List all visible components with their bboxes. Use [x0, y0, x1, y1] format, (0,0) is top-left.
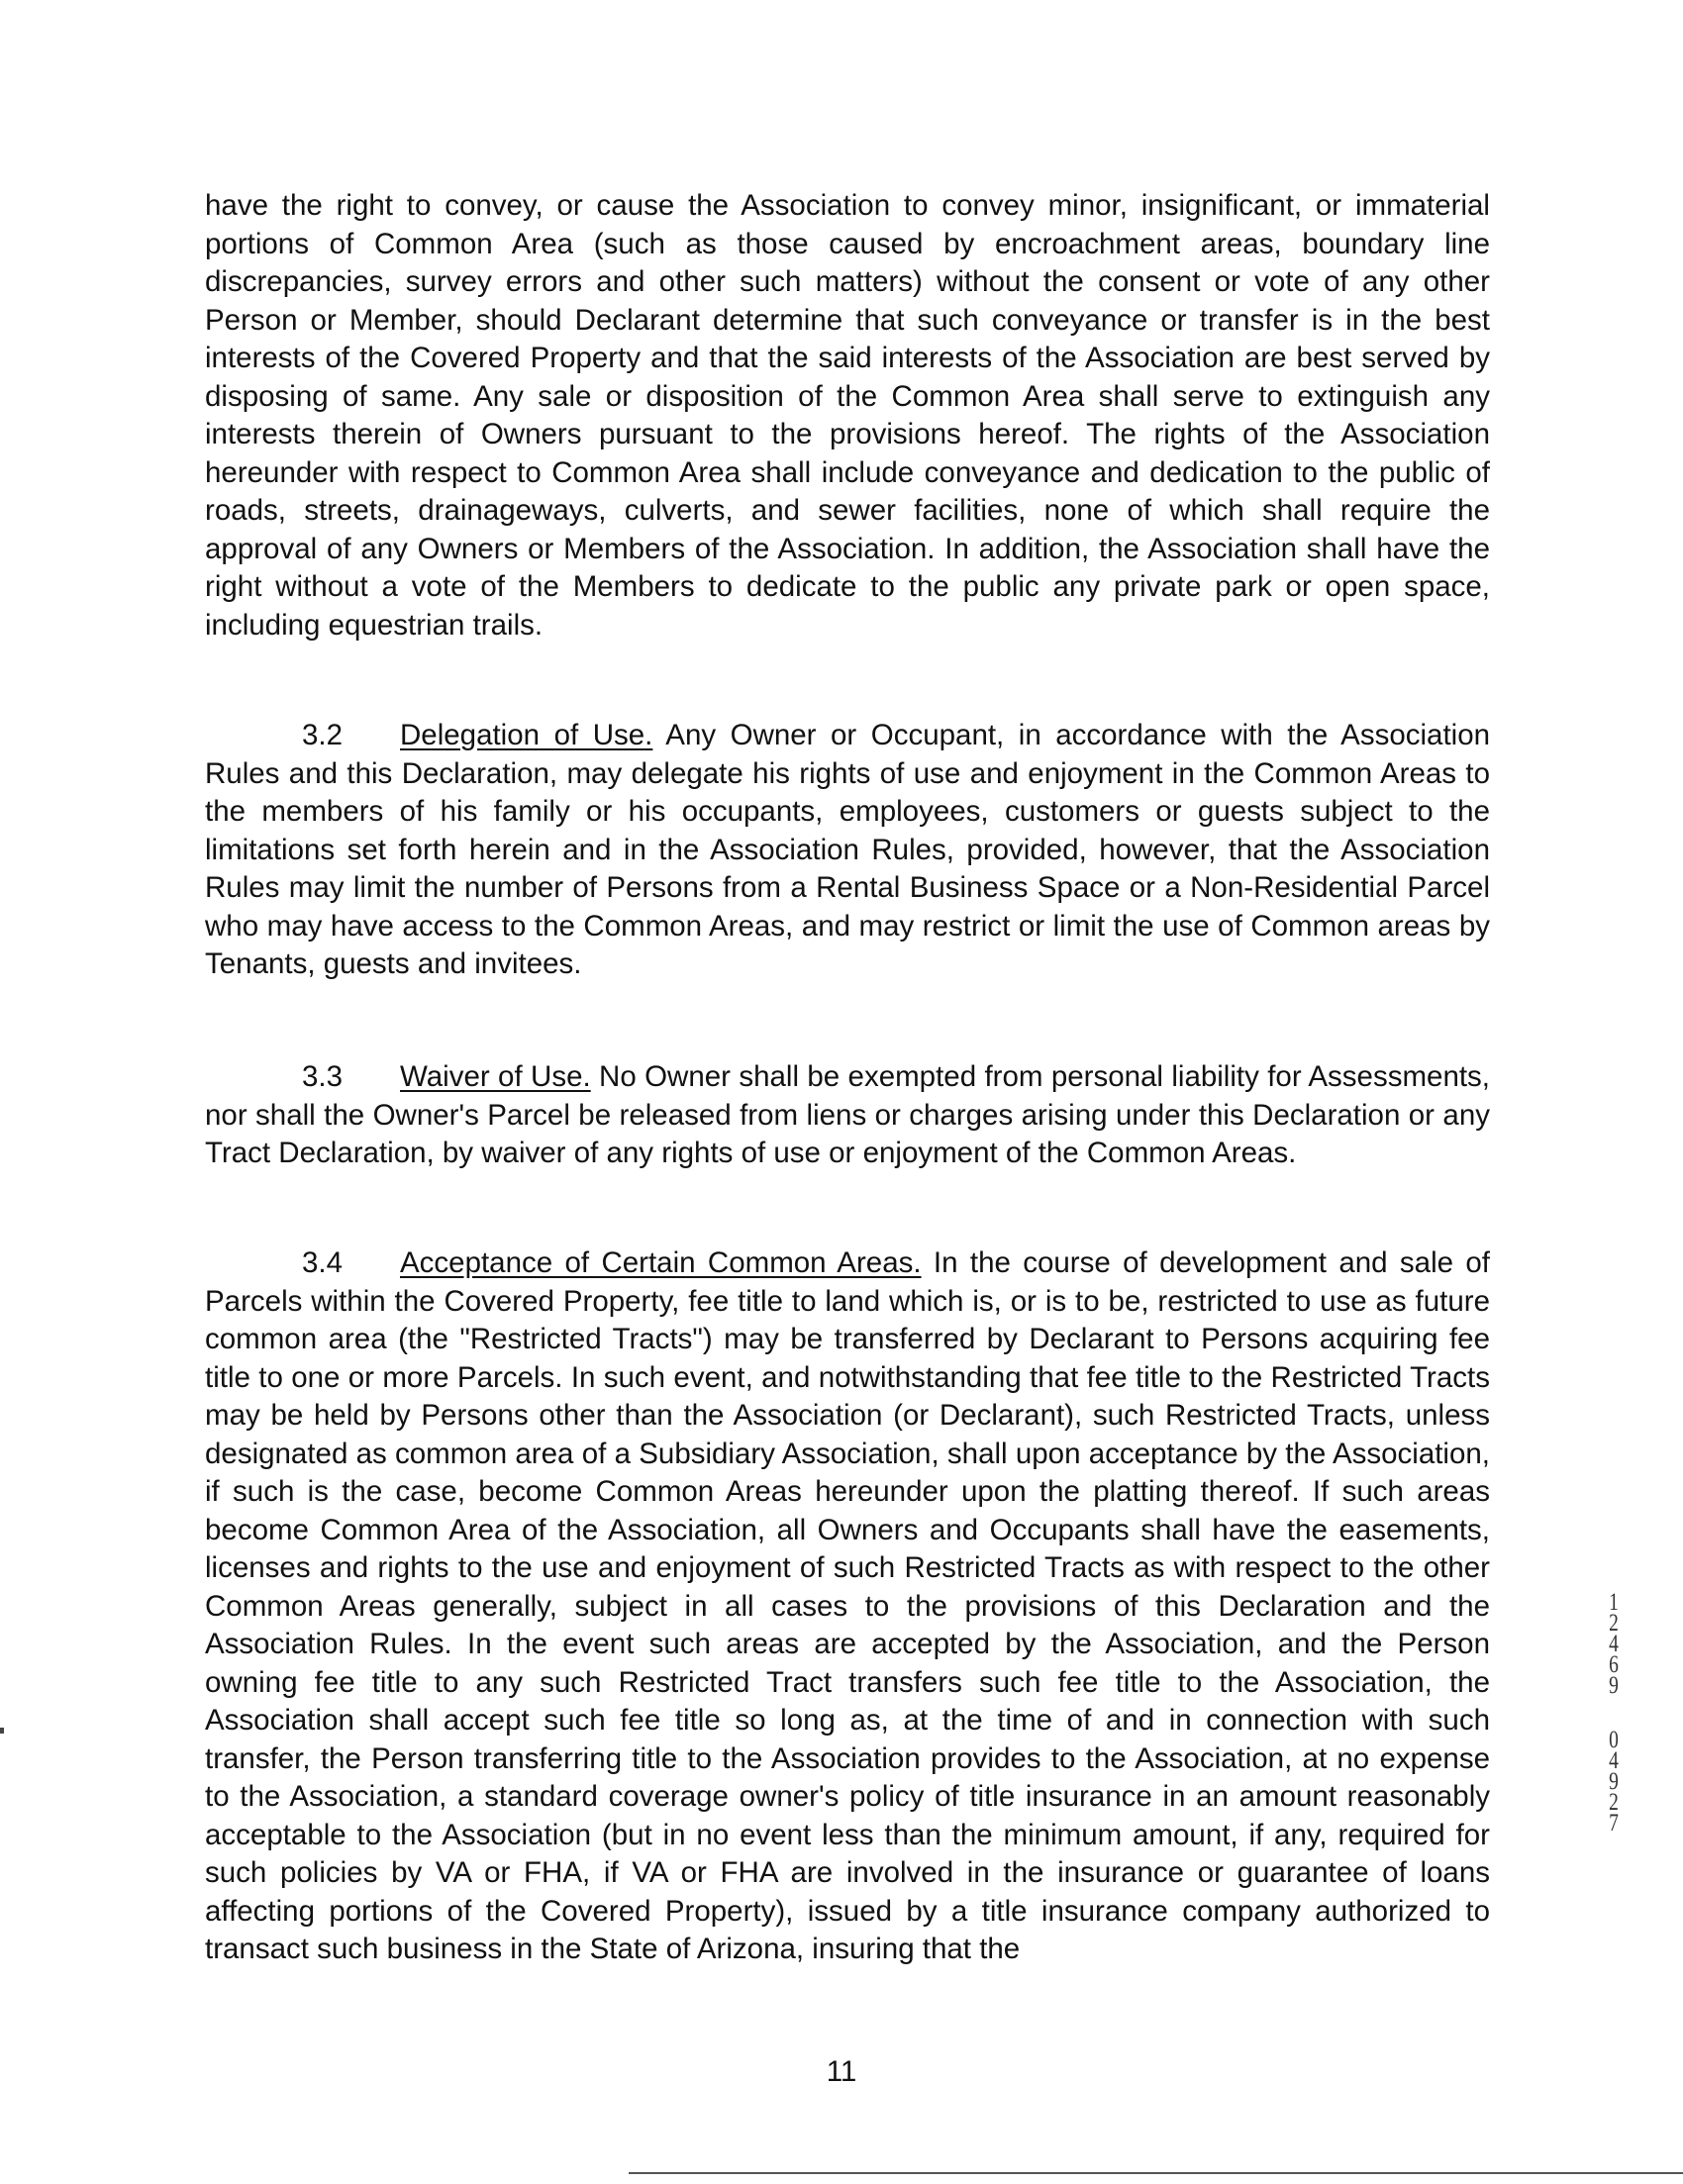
page-number: 11 — [826, 2055, 857, 2088]
recording-number-stamp — [1598, 1589, 1630, 1837]
recording-digit: 9 — [1609, 1672, 1619, 1699]
recording-digit: 4 — [1609, 1747, 1619, 1774]
section-number: 3.2 — [302, 719, 344, 751]
recording-digit: 4 — [1609, 1631, 1619, 1657]
recording-digit: 0 — [1609, 1727, 1619, 1753]
section-3-2 — [205, 717, 1490, 984]
section-3-4 — [205, 1244, 1490, 1969]
recording-digit: 2 — [1609, 1789, 1619, 1816]
section-body: In the course of development and sale of Parcels within the Covered Property, fee title to land which is, or is to be, restricted to use as future common area (the "Restricted Tracts") may be transferred by Declarant to Persons acquiring fee title to one or more Parcels. In such event, and notwithstanding that fee title to the Restricted Tracts may be held by Persons other than the Association (or Declarant), such Restricted Tracts, unless designated as common area of a Subsidiary Association, shall upon acceptance by the Association, if such is the case, become Common Areas hereunder upon the platting thereof. If such areas become Common Area of the Association, all Owners and Occupants shall have the easements, licenses and rights to the use and enjoyment of such Restricted Tracts as with respect to the other Common Areas generally, subject in all cases to the provisions of this Declaration and the Association Rules. In the event such areas are accepted by the Association, and the Person owning fee title to any such Restricted Tract transfers such fee title to the Association, the Association shall accept such fee title so long as, at the time of and in connection with such transfer, the Person transferring title to the Association provides to the Association, at no expense to the Association, a standard coverage owner's policy of title insurance in an amount reasonably acceptable to the Association (but in no event less than the minimum amount, if any, required for such policies by VA or FHA, if VA or FHA are involved in the insurance or guarantee of loans affecting portions of the Covered Property), issued by a title insurance company authorized to transact such business in the State of Arizona, insuring that the — [205, 1246, 1490, 1965]
recording-digit: 9 — [1609, 1768, 1619, 1795]
section-number: 3.3 — [302, 1060, 344, 1093]
section-number: 3.4 — [302, 1246, 344, 1279]
continued-paragraph: have the right to convey, or cause the Association to convey minor, insignificant, or immaterial portions of Common Area (such as those caused by encroachment areas, boundary line discrepancies, survey errors and other such matters) without the consent or vote of any other Person or Member, should Declarant determine that such conveyance or transfer is in the best interests of the Covered Property and that the said interests of the Association are best served by disposing of same. Any sale or disposition of the Common Area shall serve to extinguish any interests therein of Owners pursuant to the provisions hereof. The rights of the Association hereunder with respect to Common Area shall include conveyance and dedication to the public of roads, streets, drainageways, culverts, and sewer facilities, none of which shall require the approval of any Owners or Members of the Association. In addition, the Association shall have the right without a vote of the Members to dedicate to the public any private park or open space, including equestrian trails. — [205, 189, 1490, 642]
recording-digit: 2 — [1609, 1610, 1619, 1637]
scan-edge-mark — [0, 1728, 4, 1734]
section-body: Any Owner or Occupant, in accordance with the Association Rules and this Declaration, may delegate his rights of use and enjoyment in the Common Areas to the members of his family or his occupants, employees, customers or guests subject to the limitations set forth herein and in the Association Rules, provided, however, that the Association Rules may limit the number of Persons from a Rental Business Space or a Non-Residential Parcel who may have access to the Common Areas, and may restrict or limit the use of Common areas by Tenants, guests and invitees. — [205, 719, 1491, 980]
section-heading: Delegation of Use. — [400, 719, 653, 751]
bottom-scan-rule — [629, 2172, 1683, 2174]
section-heading: Waiver of Use. — [400, 1060, 591, 1093]
section-heading: Acceptance of Certain Common Areas. — [400, 1246, 922, 1279]
recording-digit: 6 — [1609, 1651, 1619, 1678]
recording-digit: 7 — [1609, 1810, 1619, 1837]
section-3-3 — [205, 1058, 1490, 1173]
recording-digit: 1 — [1609, 1589, 1619, 1616]
section-body: No Owner shall be exempted from personal liability for Assessments, nor shall the Owner's Parcel be released from liens or charges arising under this Declaration or any Tract Declaration, by waiver of any rights of use or enjoyment of the Common Areas. — [205, 1060, 1490, 1169]
